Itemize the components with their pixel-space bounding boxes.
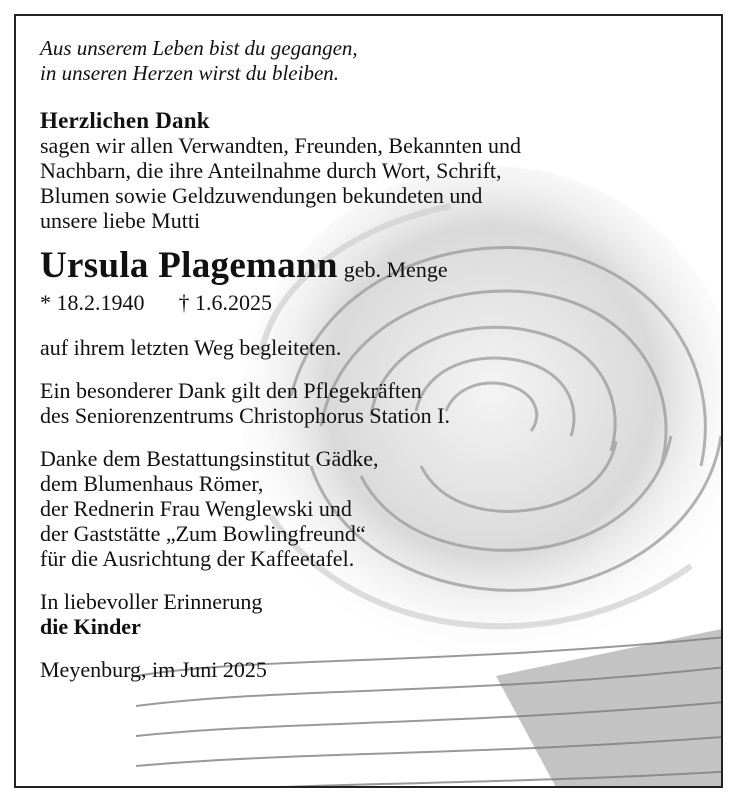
thanks-line: Blumen sowie Geldzuwendungen bekundeten und [40,183,483,208]
signature: die Kinder [40,614,141,639]
place-date [40,657,701,682]
thanks-list [40,446,701,571]
special-thanks-line: des Seniorenzentrums Christophorus Station I. [40,403,451,428]
motto-line: in unseren Herzen wirst du bleiben. [40,61,340,85]
last-way-text [40,335,701,360]
motto-line: Aus unserem Leben bist du gegangen, [40,36,358,60]
thanks-heading: Herzlichen Dank [40,108,210,133]
thanks-text [40,133,701,233]
closing-block [40,589,701,639]
closing-line: In liebevoller Erinnerung [40,589,263,614]
thanks-list-line: Danke dem Bestattungsinstitut Gädke, [40,446,379,471]
thanks-line: sagen wir allen Verwandten, Freunden, Bekannten und [40,133,522,158]
maiden-name: geb. Menge [343,257,448,282]
thanks-line: Nachbarn, die ihre Anteilnahme durch Wort, Schrift, [40,158,502,183]
notice-content [40,36,701,682]
place-date-line: Meyenburg, im Juni 2025 [40,657,267,682]
birth-date: * 18.2.1940 [40,290,145,315]
last-way-line: auf ihrem letzten Weg begleiteten. [40,335,342,360]
thanks-line: unsere liebe Mutti [40,208,201,233]
special-thanks-line: Ein besonderer Dank gilt den Pflegekräften [40,378,422,403]
thanks-list-line: der Gaststätte „Zum Bowlingfreund“ [40,521,366,546]
thanks-list-line: der Rednerin Frau Wenglewski und [40,496,352,521]
thanks-list-line: für die Ausrichtung der Kaffeetafel. [40,546,355,571]
motto [40,36,701,86]
thanks-list-line: dem Blumenhaus Römer, [40,471,264,496]
life-dates [40,289,701,317]
obituary-notice [14,14,723,788]
deceased-name-line [40,245,701,287]
death-date: † 1.6.2025 [178,290,272,315]
special-thanks [40,378,701,428]
deceased-name: Ursula Plagemann [40,245,338,286]
